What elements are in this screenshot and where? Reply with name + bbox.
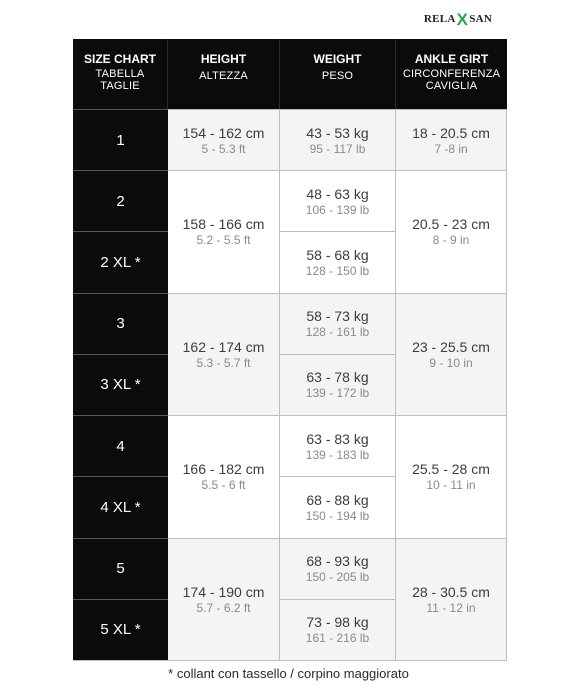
weight-lb: 150 - 205 lb <box>305 570 370 585</box>
weight-kg: 68 - 93 kg <box>306 553 369 570</box>
weight-lb: 106 - 139 lb <box>305 202 370 217</box>
header-title: HEIGHT <box>200 52 247 66</box>
height-ft: 5.7 - 6.2 ft <box>196 600 251 615</box>
height-cell <box>168 170 280 292</box>
weight-cell <box>280 476 396 537</box>
size-label: 5 XL * <box>73 599 168 660</box>
weight-kg: 43 - 53 kg <box>306 124 369 141</box>
height-cm: 158 - 166 cm <box>182 216 265 233</box>
header-title: WEIGHT <box>313 52 362 66</box>
ankle-cm: 18 - 20.5 cm <box>412 124 490 141</box>
ankle-cell <box>396 415 507 537</box>
weight-cell <box>280 231 396 292</box>
size-label: 3 <box>73 293 168 354</box>
weight-kg: 58 - 73 kg <box>306 308 369 325</box>
weight-cell <box>280 170 396 231</box>
weight-cell <box>280 599 396 660</box>
ankle-in: 9 - 10 in <box>429 355 473 370</box>
weight-lb: 150 - 194 lb <box>305 508 370 523</box>
height-cell <box>168 415 280 537</box>
height-cell <box>168 109 280 170</box>
height-cm: 162 - 174 cm <box>182 338 265 355</box>
brand-logo <box>416 10 500 28</box>
weight-kg: 73 - 98 kg <box>306 614 369 631</box>
ankle-cm: 28 - 30.5 cm <box>412 583 490 600</box>
ankle-in: 11 - 12 in <box>426 600 476 615</box>
weight-lb: 95 - 117 lb <box>309 141 366 156</box>
weight-cell <box>280 354 396 415</box>
header-height <box>168 39 280 109</box>
weight-kg: 58 - 68 kg <box>306 247 369 264</box>
brand-logo-right: SAN <box>469 13 493 25</box>
size-label: 1 <box>73 109 168 170</box>
height-ft: 5.2 - 5.5 ft <box>196 233 251 248</box>
ankle-cm: 23 - 25.5 cm <box>412 338 490 355</box>
height-cell <box>168 538 280 660</box>
ankle-cm: 20.5 - 23 cm <box>412 216 490 233</box>
footnote: * collant con tassello / corpino maggiorato <box>168 666 409 681</box>
weight-kg: 63 - 78 kg <box>306 369 369 386</box>
height-cm: 166 - 182 cm <box>182 461 265 478</box>
weight-lb: 161 - 216 lb <box>305 631 370 646</box>
height-cm: 174 - 190 cm <box>182 583 265 600</box>
height-ft: 5.3 - 5.7 ft <box>196 355 251 370</box>
size-label: 4 XL * <box>73 476 168 537</box>
size-label: 2 XL * <box>73 231 168 292</box>
height-ft: 5 - 5.3 ft <box>201 141 246 156</box>
ankle-cm: 25.5 - 28 cm <box>412 461 490 478</box>
weight-cell <box>280 293 396 354</box>
ankle-cell <box>396 293 507 415</box>
header-subtitle: PESO <box>321 70 354 82</box>
weight-lb: 139 - 172 lb <box>305 386 370 401</box>
header-title: ANKLE GIRT <box>414 52 489 66</box>
weight-cell <box>280 415 396 476</box>
size-label: 3 XL * <box>73 354 168 415</box>
size-label: 2 <box>73 170 168 231</box>
ankle-cell <box>396 170 507 292</box>
weight-lb: 128 - 161 lb <box>305 325 370 340</box>
brand-logo-mark: X <box>456 9 469 29</box>
size-label: 5 <box>73 538 168 599</box>
height-cell <box>168 293 280 415</box>
header-subtitle: TABELLA TAGLIE <box>95 68 145 92</box>
header-subtitle: ALTEZZA <box>199 70 248 82</box>
weight-lb: 128 - 150 lb <box>305 264 370 279</box>
header-title: SIZE CHART <box>84 52 156 66</box>
weight-cell <box>280 538 396 599</box>
ankle-cell <box>396 109 507 170</box>
weight-kg: 48 - 63 kg <box>306 185 369 202</box>
size-label: 4 <box>73 415 168 476</box>
header-weight <box>280 39 396 109</box>
ankle-in: 8 - 9 in <box>432 233 470 248</box>
weight-kg: 63 - 83 kg <box>306 430 369 447</box>
header-subtitle: CIRCONFERENZA CAVIGLIA <box>402 68 501 92</box>
header-ankle-girt <box>396 39 507 109</box>
ankle-cell <box>396 538 507 660</box>
ankle-in: 7 -8 in <box>434 141 468 156</box>
ankle-in: 10 - 11 in <box>426 478 476 493</box>
size-chart-body <box>73 39 507 661</box>
header-size-chart <box>73 39 168 109</box>
height-cm: 154 - 162 cm <box>182 124 265 141</box>
weight-kg: 68 - 88 kg <box>306 491 369 508</box>
weight-cell <box>280 109 396 170</box>
height-ft: 5.5 - 6 ft <box>201 478 246 493</box>
brand-logo-left: RELA <box>423 13 456 25</box>
weight-lb: 139 - 183 lb <box>305 447 370 462</box>
